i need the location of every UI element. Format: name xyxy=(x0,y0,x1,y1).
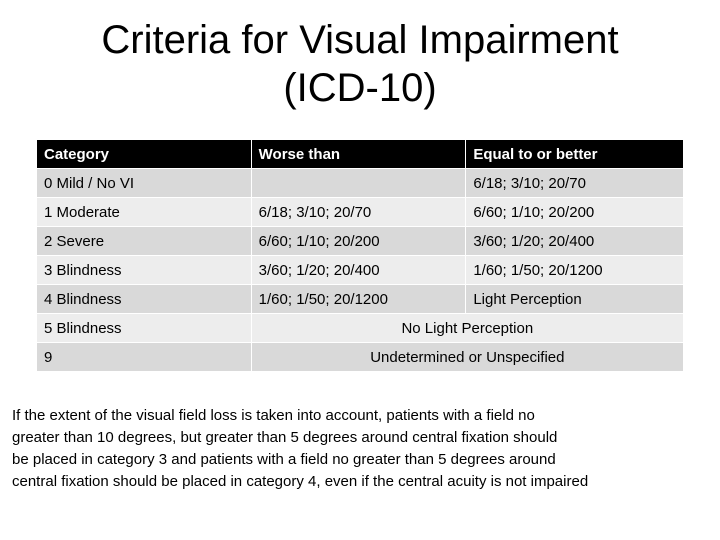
footnote-line: If the extent of the visual field loss is taken into account, patients with a field no xyxy=(12,407,535,424)
footnote-line: central fixation should be placed in category 4, even if the central acuity is not impaired xyxy=(12,473,589,490)
table-row xyxy=(37,285,684,314)
header-equal-or-better: Equal to or better xyxy=(466,140,684,169)
header-row xyxy=(37,140,684,169)
cell-worse-than xyxy=(251,169,466,198)
cell-category: 1 Moderate xyxy=(37,198,252,227)
cell-worse-than: 3/60; 1/20; 20/400 xyxy=(251,256,466,285)
table-row xyxy=(37,256,684,285)
cell-category: 9 xyxy=(37,343,252,372)
cell-worse-than: 1/60; 1/50; 20/1200 xyxy=(251,285,466,314)
title-line-1: Criteria for Visual Impairment xyxy=(101,18,619,62)
footnote-line: greater than 10 degrees, but greater than 5 degrees around central fixation should xyxy=(12,429,558,446)
header-worse-than: Worse than xyxy=(251,140,466,169)
cell-equal-or-better: 6/18; 3/10; 20/70 xyxy=(466,169,684,198)
cell-category: 0 Mild / No VI xyxy=(37,169,252,198)
table-row xyxy=(37,343,684,372)
slide-title xyxy=(0,16,720,112)
cell-category: 2 Severe xyxy=(37,227,252,256)
header-category: Category xyxy=(37,140,252,169)
cell-merged-criteria: Undetermined or Unspecified xyxy=(251,343,683,372)
cell-equal-or-better: 3/60; 1/20; 20/400 xyxy=(466,227,684,256)
cell-merged-criteria: No Light Perception xyxy=(251,314,683,343)
cell-category: 3 Blindness xyxy=(37,256,252,285)
title-line-2: (ICD-10) xyxy=(283,66,437,110)
cell-equal-or-better: Light Perception xyxy=(466,285,684,314)
cell-worse-than: 6/18; 3/10; 20/70 xyxy=(251,198,466,227)
criteria-table xyxy=(36,139,684,372)
cell-worse-than: 6/60; 1/10; 20/200 xyxy=(251,227,466,256)
table-row xyxy=(37,169,684,198)
cell-category: 5 Blindness xyxy=(37,314,252,343)
cell-equal-or-better: 1/60; 1/50; 20/1200 xyxy=(466,256,684,285)
cell-equal-or-better: 6/60; 1/10; 20/200 xyxy=(466,198,684,227)
footnote-line: be placed in category 3 and patients with a field no greater than 5 degrees around xyxy=(12,451,556,468)
table-row xyxy=(37,227,684,256)
cell-category: 4 Blindness xyxy=(37,285,252,314)
table-row xyxy=(37,314,684,343)
table-row xyxy=(37,198,684,227)
footnote xyxy=(12,405,716,493)
